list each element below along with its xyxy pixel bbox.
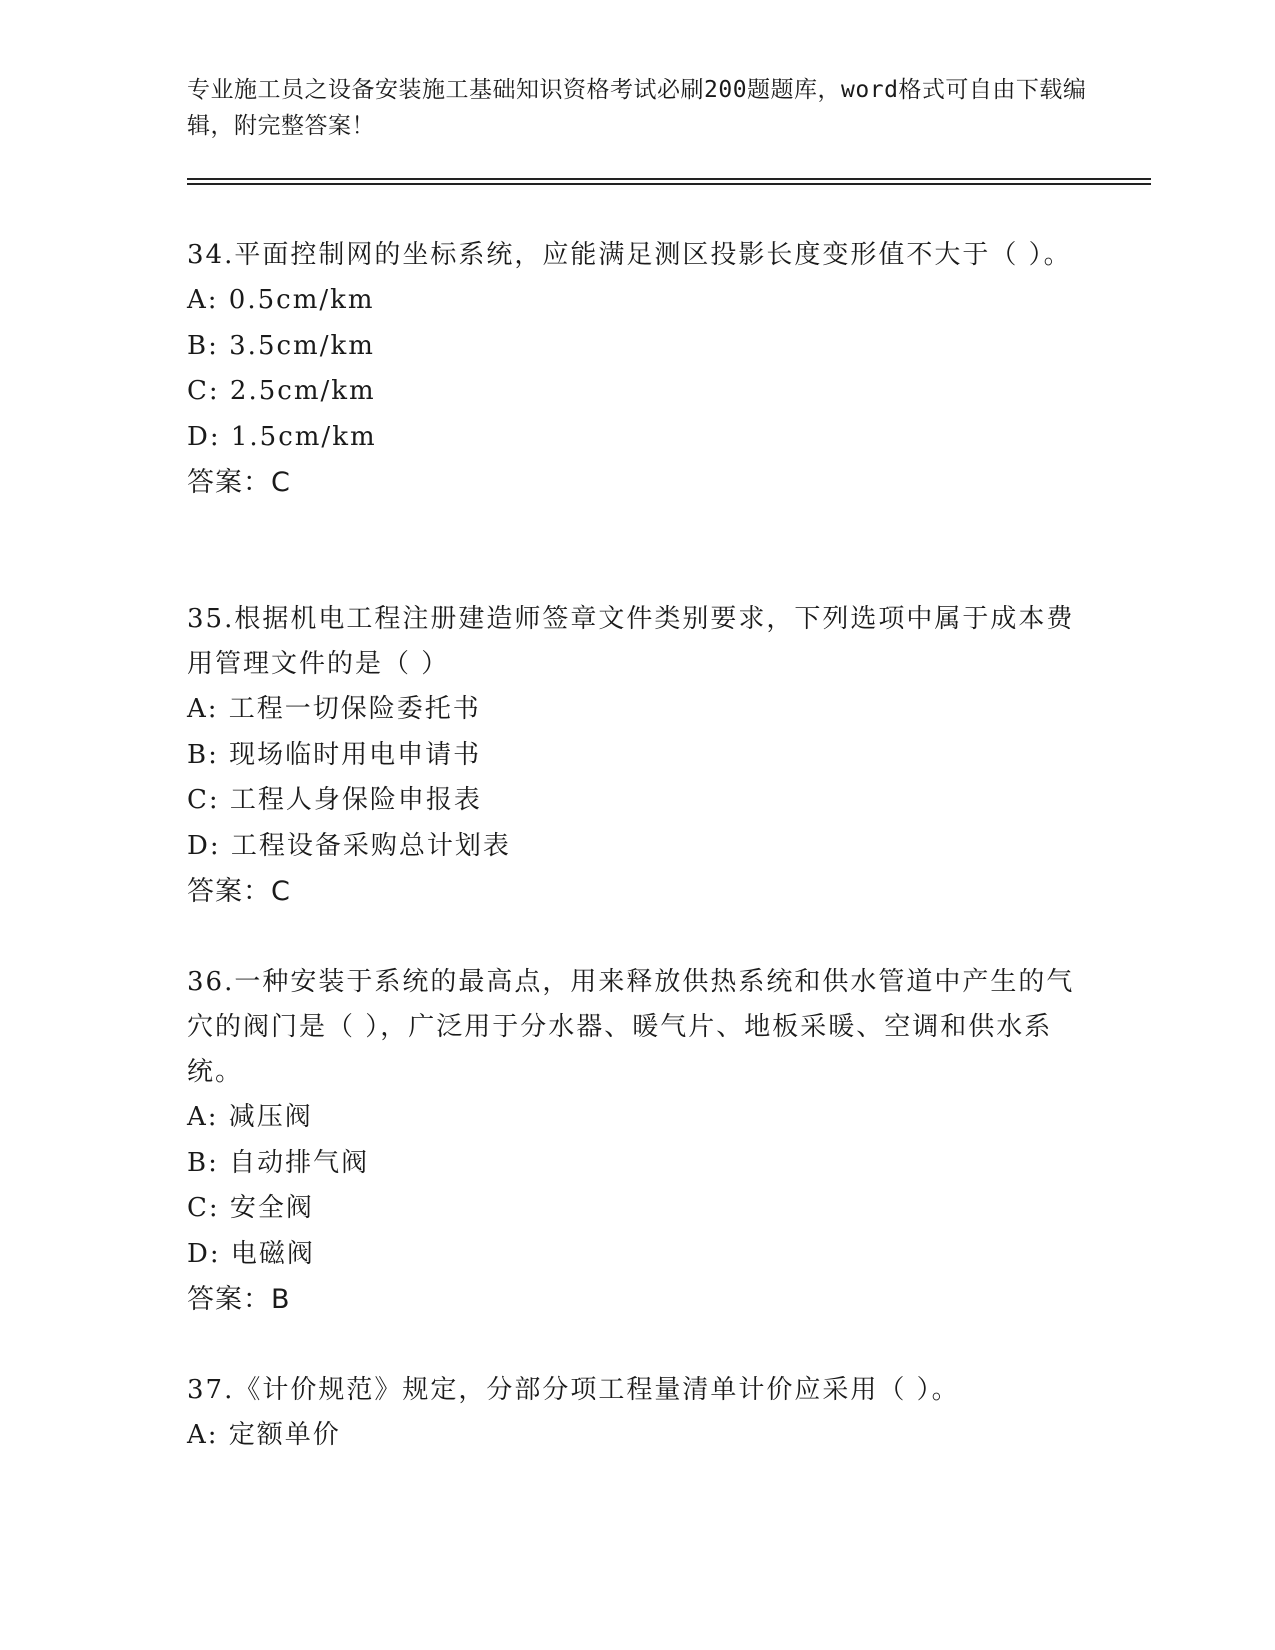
option-b: B: 3.5cm/km: [187, 330, 375, 361]
option-a: A: 定额单价: [187, 1420, 341, 1450]
option-b: B: 自动排气阀: [187, 1147, 370, 1178]
header-divider: [187, 183, 1151, 185]
question-34: [187, 233, 1087, 505]
question-35: [187, 597, 1087, 914]
option-b: B: 现场临时用电申请书: [187, 739, 482, 770]
question-stem: 36.一种安装于系统的最高点，用来释放供热系统和供水管道中产生的气穴的阀门是（ ），广泛用于分水器、暖气片、地板采暖、空调和供水系统。: [187, 967, 1075, 1087]
question-stem: 37.《计价规范》规定，分部分项工程量清单计价应采用（ ）。: [187, 1375, 960, 1405]
option-d: D: 工程设备采购总计划表: [187, 830, 511, 861]
question-stem: 34.平面控制网的坐标系统，应能满足测区投影长度变形值不大于（ ）。: [187, 240, 1072, 270]
question-36: [187, 960, 1087, 1322]
option-c: C: 2.5cm/km: [187, 376, 376, 406]
option-c: C: 工程人身保险申报表: [187, 785, 482, 815]
option-a: A: 减压阀: [187, 1102, 313, 1132]
answer-label: 答案：C: [187, 467, 291, 498]
document-title: 专业施工员之设备安装施工基础知识资格考试必刷200题题库，word格式可自由下载编辑，附完整答案！: [187, 77, 1087, 139]
option-a: A: 工程一切保险委托书: [187, 694, 481, 724]
option-c: C: 安全阀: [187, 1193, 314, 1223]
answer-label: 答案：B: [187, 1284, 291, 1315]
header-divider: [187, 178, 1151, 180]
answer-label: 答案：C: [187, 876, 291, 907]
question-37: [187, 1368, 1087, 1459]
option-d: D: 电磁阀: [187, 1238, 315, 1269]
document-header: [187, 72, 1087, 144]
question-stem: 35.根据机电工程注册建造师签章文件类别要求，下列选项中属于成本费用管理文件的是（ ）: [187, 604, 1075, 679]
option-a: A: 0.5cm/km: [187, 285, 375, 315]
option-d: D: 1.5cm/km: [187, 421, 377, 452]
